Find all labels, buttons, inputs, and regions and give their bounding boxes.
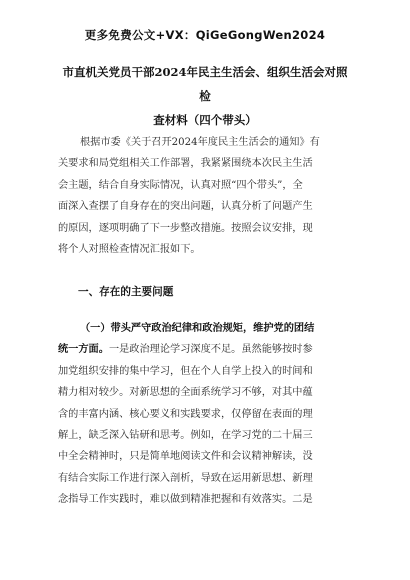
subsection-heading-part1: （一）带头严守政治纪律和政治规矩，维护党的团结 [80, 322, 315, 334]
header-watermark: 更多免费公文+VX：QiGeGongWen2024 [84, 28, 326, 42]
subsection-line: 加党组织安排的集中学习，但在个人自学上投入的时间和 [58, 365, 313, 377]
subsection-heading-part2: 统一方面。 [58, 343, 109, 356]
intro-paragraph [58, 132, 354, 260]
intro-line: 会主题，结合自身实际情况，认真对照“四个带头”，全 [58, 179, 303, 191]
section-heading: 一、存在的主要问题 [78, 286, 174, 298]
subsection-first-line-rest: 一是政治理论学习深度不足。虽然能够按时参 [108, 344, 313, 356]
title-line-2: 查材料（四个带头） [153, 113, 257, 127]
subsection-heading-line [58, 318, 354, 339]
subsection-line: 念指导工作实践时，难以做到精准把握和有效落实。二是 [58, 494, 313, 506]
subsection-line: 解上，缺乏深入钻研和思考。例如，在学习党的二十届三 [58, 430, 313, 442]
subsection-line: 中全会精神时，只是简单地阅读文件和会议精神解读，没 [58, 451, 313, 463]
intro-line: 面深入查摆了自身存在的突出问题，认真分析了问题产生 [58, 201, 313, 213]
title-line-1: 市直机关党员干部2024年民主生活会、组织生活会对照检 [62, 65, 348, 103]
intro-line: 根据市委《关于召开2024年度民主生活会的通知》有 [80, 137, 320, 148]
intro-line: 的原因，逐项明确了下一步整改措施。按照会议安排，现 [58, 222, 313, 234]
intro-line: 关要求和局党组相关工作部署，我紧紧围绕本次民主生活 [58, 158, 313, 170]
subsection-line: 精力相对较少。对新思想的全面系统学习不够，对其中蕴 [58, 387, 313, 399]
subsection-paragraph [58, 318, 354, 511]
document-title [58, 60, 352, 132]
subsection-line [58, 339, 354, 360]
intro-line: 将个人对照检查情况汇报如下。 [58, 244, 201, 256]
subsection-line: 含的丰富内涵、核心要义和实践要求，仅停留在表面的理 [58, 408, 313, 420]
subsection-line: 有结合实际工作进行深入剖析，导致在运用新思想、新理 [58, 472, 313, 484]
